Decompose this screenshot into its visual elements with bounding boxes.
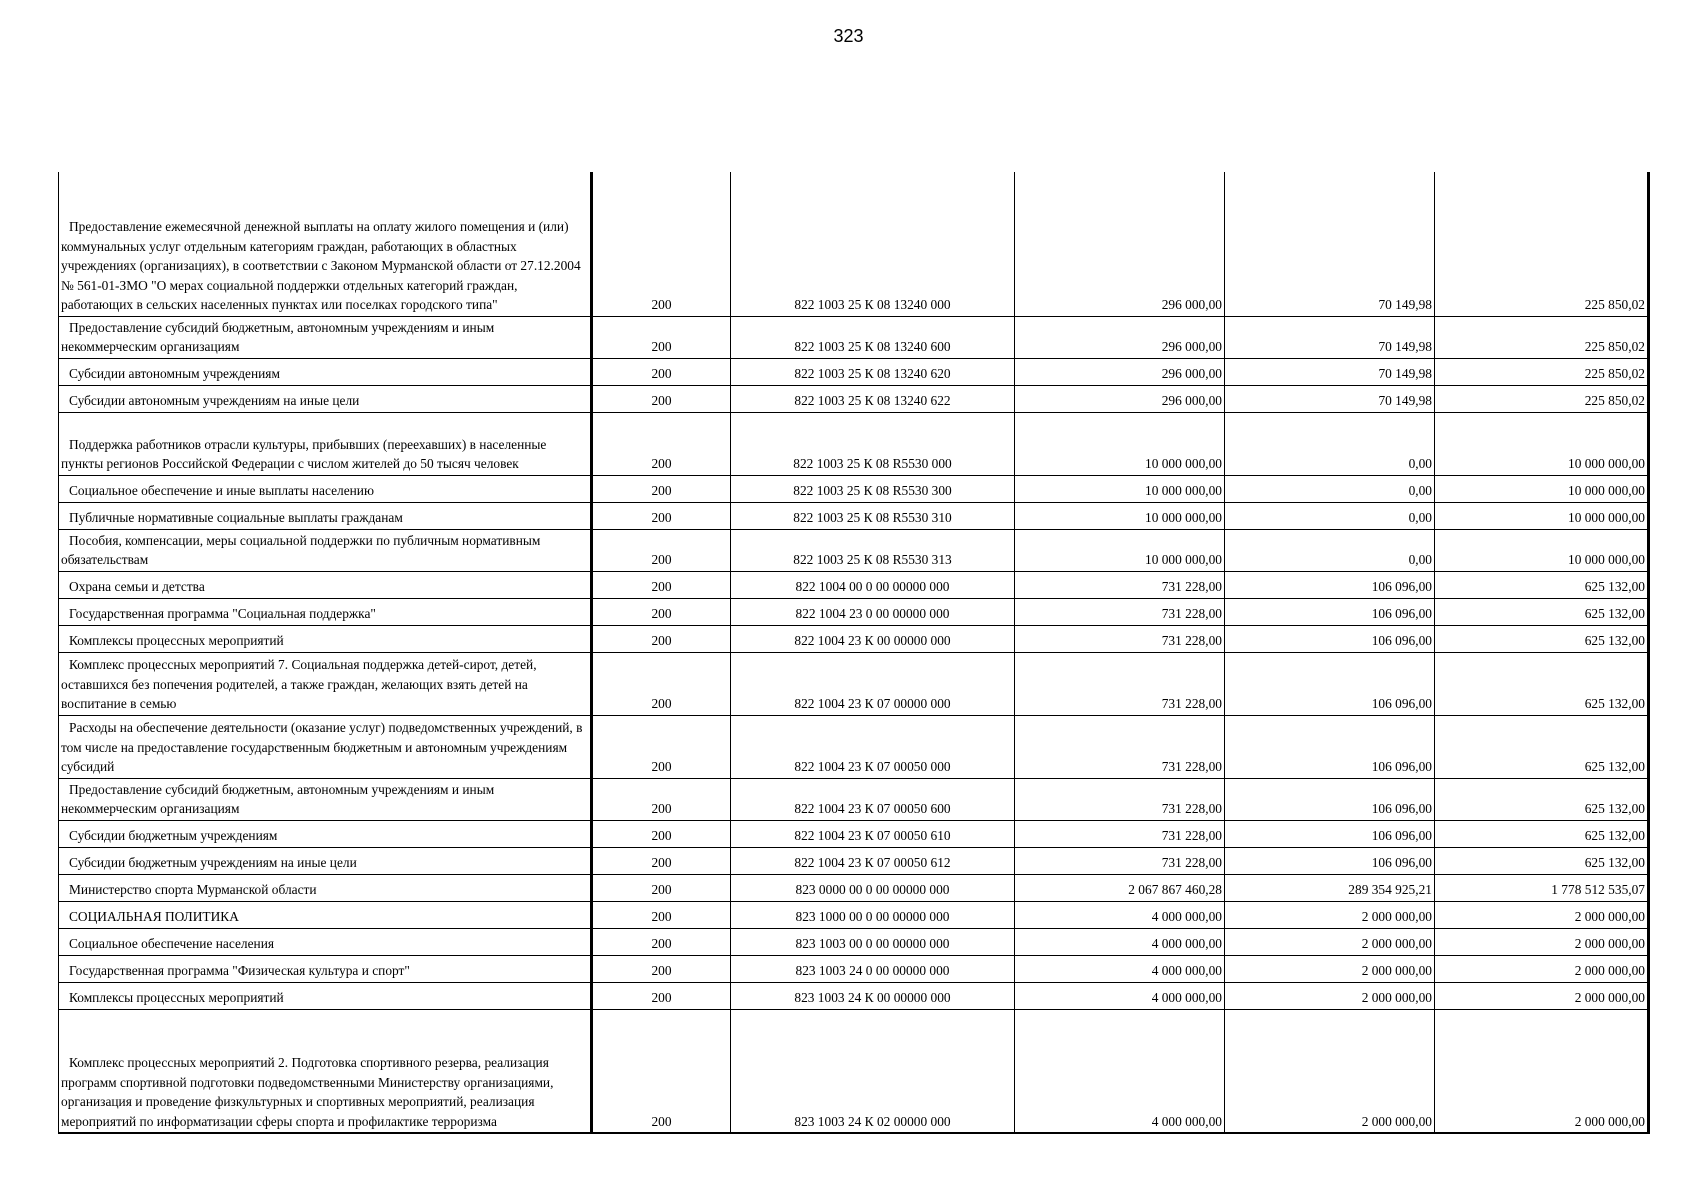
row-plan-amount-cell: 2 067 867 460,28 <box>1015 874 1225 901</box>
row-remaining-amount-cell: 625 132,00 <box>1435 847 1649 874</box>
row-remaining-amount-cell: 225 850,02 <box>1435 358 1649 385</box>
row-kbk-cell: 822 1004 23 К 00 00000 000 <box>731 625 1015 652</box>
row-plan-amount-cell: 4 000 000,00 <box>1015 928 1225 955</box>
row-remaining-amount-cell: 1 778 512 535,07 <box>1435 874 1649 901</box>
row-executed-amount-cell: 2 000 000,00 <box>1225 901 1435 928</box>
row-code-cell: 200 <box>592 715 731 778</box>
row-plan-amount-cell: 731 228,00 <box>1015 820 1225 847</box>
row-kbk-cell: 822 1003 25 К 08 13240 000 <box>731 172 1015 316</box>
row-kbk-cell: 822 1004 23 0 00 00000 000 <box>731 598 1015 625</box>
row-kbk-cell: 822 1003 25 К 08 R5530 310 <box>731 502 1015 529</box>
row-remaining-amount-cell: 625 132,00 <box>1435 715 1649 778</box>
row-plan-amount-cell: 4 000 000,00 <box>1015 1009 1225 1133</box>
row-kbk-cell: 822 1004 23 К 07 00050 600 <box>731 778 1015 820</box>
row-executed-amount-cell: 106 096,00 <box>1225 598 1435 625</box>
row-plan-amount-cell: 10 000 000,00 <box>1015 412 1225 475</box>
table-row <box>59 385 1649 412</box>
row-remaining-amount-cell: 10 000 000,00 <box>1435 412 1649 475</box>
row-kbk-cell: 822 1003 25 К 08 13240 620 <box>731 358 1015 385</box>
table-row <box>59 529 1649 571</box>
row-code-cell: 200 <box>592 475 731 502</box>
row-remaining-amount-cell: 10 000 000,00 <box>1435 475 1649 502</box>
row-executed-amount-cell: 70 149,98 <box>1225 358 1435 385</box>
row-executed-amount-cell: 106 096,00 <box>1225 715 1435 778</box>
row-executed-amount-cell: 0,00 <box>1225 475 1435 502</box>
row-code-cell: 200 <box>592 1009 731 1133</box>
row-kbk-cell: 823 1000 00 0 00 00000 000 <box>731 901 1015 928</box>
table-row <box>59 955 1649 982</box>
row-kbk-cell: 823 0000 00 0 00 00000 000 <box>731 874 1015 901</box>
row-plan-amount-cell: 296 000,00 <box>1015 172 1225 316</box>
table-row <box>59 412 1649 475</box>
row-kbk-cell: 822 1004 23 К 07 00000 000 <box>731 652 1015 715</box>
row-code-cell: 200 <box>592 385 731 412</box>
row-code-cell: 200 <box>592 529 731 571</box>
table-row <box>59 715 1649 778</box>
row-name-cell: Государственная программа "Физическая культура и спорт" <box>59 955 592 982</box>
row-plan-amount-cell: 731 228,00 <box>1015 778 1225 820</box>
table-row <box>59 625 1649 652</box>
row-kbk-cell: 822 1003 25 К 08 R5530 300 <box>731 475 1015 502</box>
row-remaining-amount-cell: 625 132,00 <box>1435 820 1649 847</box>
row-name-cell: Министерство спорта Мурманской области <box>59 874 592 901</box>
budget-table <box>58 172 1650 1134</box>
row-executed-amount-cell: 106 096,00 <box>1225 778 1435 820</box>
row-name-cell: Комплексы процессных мероприятий <box>59 625 592 652</box>
row-code-cell: 200 <box>592 955 731 982</box>
row-name-cell: Субсидии бюджетным учреждениям <box>59 820 592 847</box>
row-remaining-amount-cell: 10 000 000,00 <box>1435 529 1649 571</box>
table-row <box>59 874 1649 901</box>
row-code-cell: 200 <box>592 874 731 901</box>
row-remaining-amount-cell: 625 132,00 <box>1435 652 1649 715</box>
row-code-cell: 200 <box>592 820 731 847</box>
row-executed-amount-cell: 106 096,00 <box>1225 571 1435 598</box>
row-remaining-amount-cell: 2 000 000,00 <box>1435 982 1649 1009</box>
row-kbk-cell: 822 1003 25 К 08 R5530 000 <box>731 412 1015 475</box>
table-row <box>59 475 1649 502</box>
table-row <box>59 172 1649 316</box>
row-kbk-cell: 822 1003 25 К 08 13240 622 <box>731 385 1015 412</box>
row-plan-amount-cell: 731 228,00 <box>1015 625 1225 652</box>
row-remaining-amount-cell: 225 850,02 <box>1435 172 1649 316</box>
row-plan-amount-cell: 10 000 000,00 <box>1015 502 1225 529</box>
row-name-cell: Комплекс процессных мероприятий 2. Подготовка спортивного резерва, реализация программ спортивной подготовки подведомственными Министерству организациями, организация и проведение физкультурных и спортивных мероприятий, реализация мероприятий по информатизации сферы спорта и профилактике терроризма <box>59 1009 592 1133</box>
row-plan-amount-cell: 731 228,00 <box>1015 652 1225 715</box>
row-executed-amount-cell: 106 096,00 <box>1225 847 1435 874</box>
row-code-cell: 200 <box>592 652 731 715</box>
row-code-cell: 200 <box>592 847 731 874</box>
row-name-cell: Социальное обеспечение и иные выплаты населению <box>59 475 592 502</box>
row-name-cell: Расходы на обеспечение деятельности (оказание услуг) подведомственных учреждений, в том числе на предоставление государственным бюджетным и автономным учреждениям субсидий <box>59 715 592 778</box>
row-kbk-cell: 822 1004 23 К 07 00050 612 <box>731 847 1015 874</box>
table-body <box>59 172 1649 1133</box>
row-code-cell: 200 <box>592 778 731 820</box>
row-executed-amount-cell: 2 000 000,00 <box>1225 982 1435 1009</box>
row-remaining-amount-cell: 2 000 000,00 <box>1435 901 1649 928</box>
table-row <box>59 901 1649 928</box>
row-plan-amount-cell: 731 228,00 <box>1015 847 1225 874</box>
row-code-cell: 200 <box>592 625 731 652</box>
row-kbk-cell: 823 1003 24 К 02 00000 000 <box>731 1009 1015 1133</box>
row-executed-amount-cell: 2 000 000,00 <box>1225 928 1435 955</box>
row-plan-amount-cell: 10 000 000,00 <box>1015 475 1225 502</box>
row-code-cell: 200 <box>592 502 731 529</box>
row-name-cell: Предоставление субсидий бюджетным, автономным учреждениям и иным некоммерческим организациям <box>59 316 592 358</box>
row-name-cell: Субсидии автономным учреждениям на иные цели <box>59 385 592 412</box>
row-remaining-amount-cell: 225 850,02 <box>1435 316 1649 358</box>
table-row <box>59 778 1649 820</box>
row-plan-amount-cell: 731 228,00 <box>1015 598 1225 625</box>
row-remaining-amount-cell: 225 850,02 <box>1435 385 1649 412</box>
row-kbk-cell: 822 1004 23 К 07 00050 610 <box>731 820 1015 847</box>
row-code-cell: 200 <box>592 982 731 1009</box>
row-remaining-amount-cell: 2 000 000,00 <box>1435 1009 1649 1133</box>
row-remaining-amount-cell: 2 000 000,00 <box>1435 955 1649 982</box>
row-remaining-amount-cell: 625 132,00 <box>1435 598 1649 625</box>
row-remaining-amount-cell: 625 132,00 <box>1435 778 1649 820</box>
table-row <box>59 847 1649 874</box>
row-executed-amount-cell: 106 096,00 <box>1225 625 1435 652</box>
row-kbk-cell: 822 1004 23 К 07 00050 000 <box>731 715 1015 778</box>
row-plan-amount-cell: 4 000 000,00 <box>1015 901 1225 928</box>
row-name-cell: Государственная программа "Социальная поддержка" <box>59 598 592 625</box>
row-kbk-cell: 823 1003 24 К 00 00000 000 <box>731 982 1015 1009</box>
row-remaining-amount-cell: 2 000 000,00 <box>1435 928 1649 955</box>
row-kbk-cell: 823 1003 00 0 00 00000 000 <box>731 928 1015 955</box>
table-row <box>59 598 1649 625</box>
row-name-cell: Охрана семьи и детства <box>59 571 592 598</box>
row-remaining-amount-cell: 625 132,00 <box>1435 625 1649 652</box>
row-executed-amount-cell: 0,00 <box>1225 412 1435 475</box>
row-name-cell: Поддержка работников отрасли культуры, прибывших (переехавших) в населенные пункты регионов Российской Федерации с числом жителей до 50 тысяч человек <box>59 412 592 475</box>
row-plan-amount-cell: 731 228,00 <box>1015 571 1225 598</box>
row-code-cell: 200 <box>592 172 731 316</box>
table-row <box>59 316 1649 358</box>
table-row <box>59 502 1649 529</box>
row-name-cell: Публичные нормативные социальные выплаты гражданам <box>59 502 592 529</box>
table-row <box>59 358 1649 385</box>
row-plan-amount-cell: 10 000 000,00 <box>1015 529 1225 571</box>
row-name-cell: Субсидии автономным учреждениям <box>59 358 592 385</box>
row-executed-amount-cell: 0,00 <box>1225 502 1435 529</box>
row-code-cell: 200 <box>592 928 731 955</box>
row-executed-amount-cell: 106 096,00 <box>1225 820 1435 847</box>
row-name-cell: Пособия, компенсации, меры социальной поддержки по публичным нормативным обязательствам <box>59 529 592 571</box>
row-remaining-amount-cell: 625 132,00 <box>1435 571 1649 598</box>
row-executed-amount-cell: 289 354 925,21 <box>1225 874 1435 901</box>
row-name-cell: Комплексы процессных мероприятий <box>59 982 592 1009</box>
row-name-cell: Субсидии бюджетным учреждениям на иные цели <box>59 847 592 874</box>
table-row <box>59 928 1649 955</box>
row-executed-amount-cell: 70 149,98 <box>1225 316 1435 358</box>
row-plan-amount-cell: 731 228,00 <box>1015 715 1225 778</box>
row-plan-amount-cell: 4 000 000,00 <box>1015 982 1225 1009</box>
row-kbk-cell: 822 1003 25 К 08 13240 600 <box>731 316 1015 358</box>
table-row <box>59 571 1649 598</box>
row-code-cell: 200 <box>592 412 731 475</box>
table-row <box>59 820 1649 847</box>
row-plan-amount-cell: 296 000,00 <box>1015 358 1225 385</box>
row-executed-amount-cell: 106 096,00 <box>1225 652 1435 715</box>
row-remaining-amount-cell: 10 000 000,00 <box>1435 502 1649 529</box>
row-executed-amount-cell: 70 149,98 <box>1225 385 1435 412</box>
row-executed-amount-cell: 0,00 <box>1225 529 1435 571</box>
row-executed-amount-cell: 2 000 000,00 <box>1225 1009 1435 1133</box>
row-executed-amount-cell: 70 149,98 <box>1225 172 1435 316</box>
row-name-cell: Социальное обеспечение населения <box>59 928 592 955</box>
row-name-cell: Предоставление субсидий бюджетным, автономным учреждениям и иным некоммерческим организациям <box>59 778 592 820</box>
row-name-cell: Комплекс процессных мероприятий 7. Социальная поддержка детей-сирот, детей, оставшихся без попечения родителей, а также граждан, желающих взять детей на воспитание в семью <box>59 652 592 715</box>
row-plan-amount-cell: 4 000 000,00 <box>1015 955 1225 982</box>
row-name-cell: СОЦИАЛЬНАЯ ПОЛИТИКА <box>59 901 592 928</box>
row-code-cell: 200 <box>592 358 731 385</box>
row-plan-amount-cell: 296 000,00 <box>1015 316 1225 358</box>
row-kbk-cell: 822 1004 00 0 00 00000 000 <box>731 571 1015 598</box>
row-kbk-cell: 822 1003 25 К 08 R5530 313 <box>731 529 1015 571</box>
page-number: 323 <box>833 26 864 46</box>
table-row <box>59 652 1649 715</box>
row-kbk-cell: 823 1003 24 0 00 00000 000 <box>731 955 1015 982</box>
table-row <box>59 1009 1649 1133</box>
row-code-cell: 200 <box>592 901 731 928</box>
row-name-cell: Предоставление ежемесячной денежной выплаты на оплату жилого помещения и (или) коммунальных услуг отдельным категориям граждан, работающих в областных учреждениях (организациях), в соответствии с Законом Мурманской области от 27.12.2004 № 561-01-ЗМО "О мерах социальной поддержки отдельных категорий граждан, работающих в сельских населенных пунктах или поселках городского типа" <box>59 172 592 316</box>
row-code-cell: 200 <box>592 316 731 358</box>
table-row <box>59 982 1649 1009</box>
row-code-cell: 200 <box>592 598 731 625</box>
row-executed-amount-cell: 2 000 000,00 <box>1225 955 1435 982</box>
row-code-cell: 200 <box>592 571 731 598</box>
row-plan-amount-cell: 296 000,00 <box>1015 385 1225 412</box>
